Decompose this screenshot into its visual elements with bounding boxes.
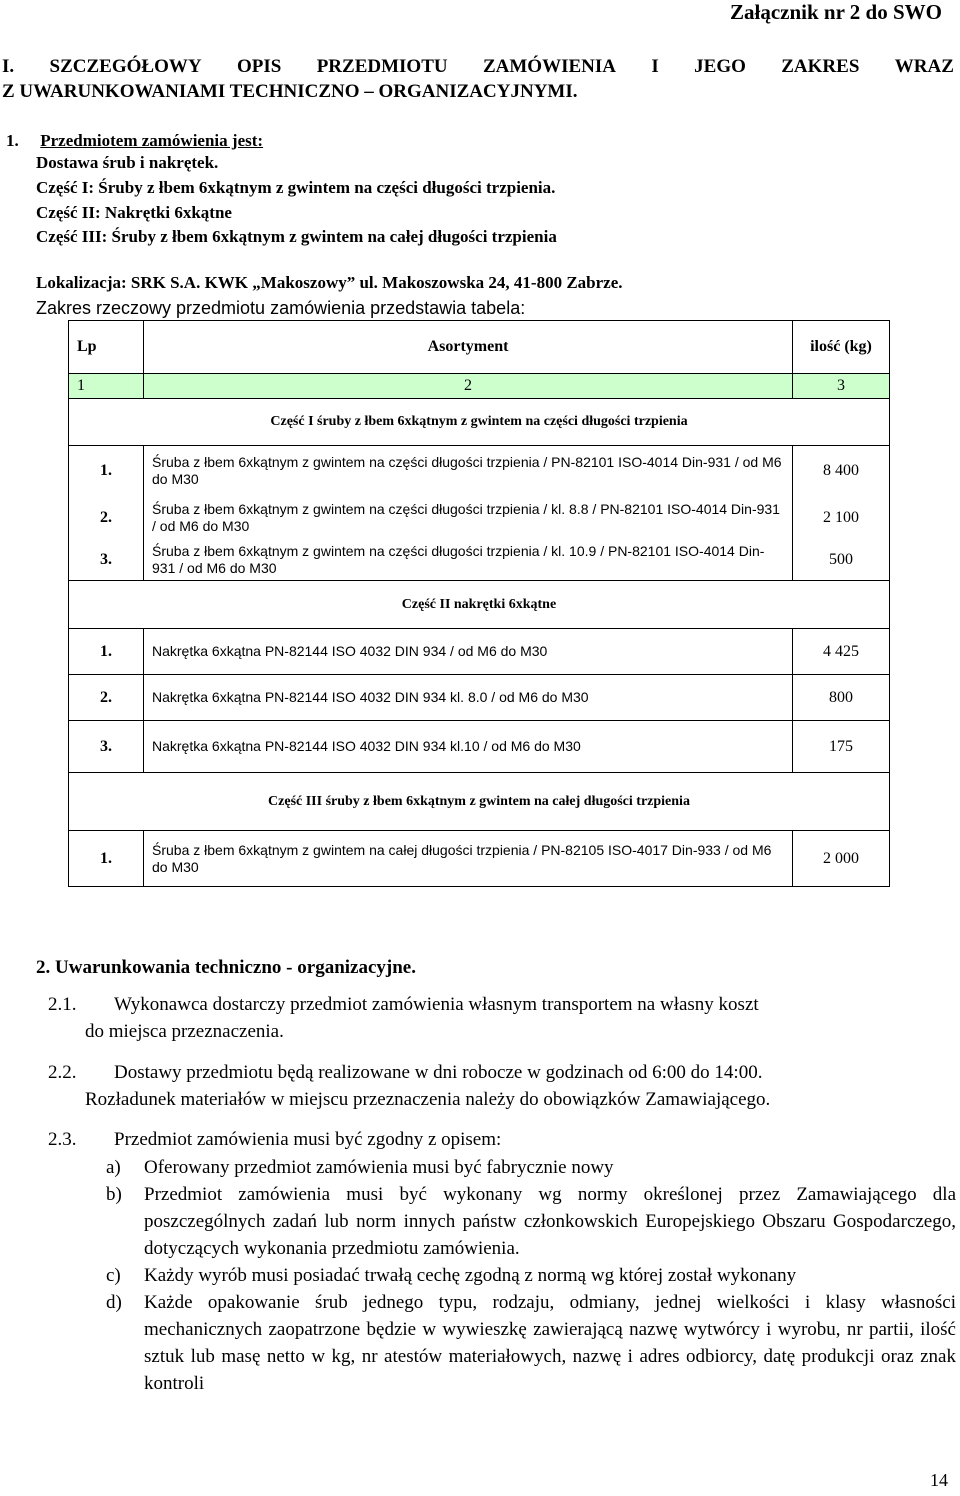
list-marker: a)	[106, 1157, 121, 1178]
list-marker: d)	[106, 1292, 122, 1313]
part-1-rows	[69, 446, 890, 581]
header-quantity: ilość (kg)	[793, 321, 890, 374]
part-1-title-row	[69, 399, 890, 446]
item-heading-text: Przedmiotem zamówienia jest:	[40, 131, 264, 150]
paragraph-2-3	[48, 1126, 956, 1153]
part-3-title: Część III śruby z łbem 6xkątnym z gwintem na całej długości trzpienia	[69, 773, 890, 831]
title-word: I	[651, 56, 659, 77]
paragraph-text: Wykonawca dostarczy przedmiot zamówienia własnym transportem na własny koszt	[114, 994, 759, 1015]
table-row-qty: 800	[793, 675, 890, 721]
header-assortment: Asortyment	[144, 321, 793, 374]
paragraph-number: 2.1.	[48, 994, 77, 1015]
paragraph-2-1	[48, 991, 956, 1045]
part-1-desc-cell	[144, 446, 793, 581]
item-number: 1.	[6, 131, 19, 150]
list-marker: c)	[106, 1265, 121, 1286]
part-1-title: Część I śruby z łbem 6xkątnym z gwintem na części długości trzpienia	[69, 399, 890, 446]
list-text: Oferowany przedmiot zamówienia musi być fabrycznie nowy	[144, 1157, 614, 1178]
table-row-desc: Nakrętka 6xkątna PN-82144 ISO 4032 DIN 934 / od M6 do M30	[144, 629, 793, 675]
part-1-qty-cell	[793, 446, 890, 581]
list-item	[106, 1181, 956, 1262]
column-number: 3	[793, 374, 890, 399]
list-marker: b)	[106, 1184, 122, 1205]
list-text: Przedmiot zamówienia musi być wykonany wg normy określonej przez Zamawiającego dla poszczególnych zadań lub norm innych państw członkowskich Europejskiego Obszaru Gospodarczego, dotyczących wykonania przedmiotu zamówienia.	[144, 1184, 956, 1259]
paragraph-continuation: do miejsca przeznaczenia.	[85, 1021, 284, 1042]
table-intro: Zakres rzeczowy przedmiotu zamówienia przedstawia tabela:	[36, 298, 526, 318]
paragraph-number: 2.2.	[48, 1062, 77, 1083]
table-number-row	[69, 374, 890, 399]
table-row-desc: Śruba z łbem 6xkątnym z gwintem na części długości trzpienia / kl. 10.9 / PN-82101 ISO-4014 Din-931 / od M6 do M30	[152, 543, 765, 576]
table-row-lp: 2.	[100, 509, 112, 526]
list-item	[106, 1262, 956, 1289]
item-line: Dostawa śrub i nakrętek.	[36, 153, 219, 172]
section-2-heading: 2. Uwarunkowania techniczno - organizacyjne.	[36, 957, 416, 978]
title-word: ZAKRES	[781, 56, 860, 77]
part-3-title-row	[69, 773, 890, 831]
table-row-qty: 2 000	[793, 831, 890, 887]
specification-table	[68, 320, 890, 887]
table-row-lp: 1.	[69, 831, 144, 887]
attachment-label: Załącznik nr 2 do SWO	[730, 0, 942, 24]
table-row-qty: 4 425	[793, 629, 890, 675]
header-lp: Lp	[69, 321, 144, 374]
table-row-lp: 3.	[100, 551, 112, 568]
list-item	[106, 1154, 956, 1181]
table-row	[69, 721, 890, 773]
table-row-qty: 2 100	[823, 509, 859, 526]
paragraph-number: 2.3.	[48, 1129, 77, 1150]
item-1-heading	[6, 131, 263, 151]
table-row-lp: 3.	[69, 721, 144, 773]
table-row-desc: Śruba z łbem 6xkątnym z gwintem na całej długości trzpienia / PN-82105 ISO-4017 Din-933 / od M6 do M30	[144, 831, 793, 887]
title-word: WRAZ	[894, 56, 954, 77]
table-row-lp: 1.	[100, 462, 112, 479]
table-row	[69, 629, 890, 675]
list-text: Każde opakowanie śrub jednego typu, rodzaju, odmiany, jednej wielkości i klasy własności mechanicznych zaopatrzone będzie w wywieszkę zawierającą nazwę wytwórcy i wyrobu, nr partii, ilość sztuk lub masę netto w kg, nr atestów materiałowych, nazwę i adres odbiorcy, datę produkcji oraz znak kontroli	[144, 1292, 956, 1394]
table-row-lp: 1.	[69, 629, 144, 675]
paragraph-2-2	[48, 1059, 956, 1113]
table-row-desc: Śruba z łbem 6xkątnym z gwintem na części długości trzpienia / PN-82101 ISO-4014 Din-931 / od M6 do M30	[152, 454, 782, 487]
paragraph-text: Przedmiot zamówienia musi być zgodny z opisem:	[114, 1129, 502, 1150]
table-row-qty: 8 400	[823, 462, 859, 479]
paragraph-text: Dostawy przedmiotu będą realizowane w dni robocze w godzinach od 6:00 do 14:00.	[114, 1062, 763, 1083]
column-number: 2	[144, 374, 793, 399]
page-number: 14	[930, 1470, 948, 1490]
column-number: 1	[69, 374, 144, 399]
table-row-desc: Śruba z łbem 6xkątnym z gwintem na części długości trzpienia / kl. 8.8 / PN-82101 ISO-4014 Din-931 / od M6 do M30	[152, 501, 780, 534]
table-row-desc: Nakrętka 6xkątna PN-82144 ISO 4032 DIN 934 kl. 8.0 / od M6 do M30	[144, 675, 793, 721]
title-word: ZAMÓWIENIA	[482, 56, 616, 77]
table-row	[69, 675, 890, 721]
part-2-title-row	[69, 581, 890, 629]
title-word: SZCZEGÓŁOWY	[49, 56, 202, 77]
section-roman: I.	[2, 56, 15, 77]
location-line: Lokalizacja: SRK S.A. KWK „Makoszowy” ul. Makoszowska 24, 41-800 Zabrze.	[36, 273, 623, 292]
requirements-list	[106, 1154, 956, 1397]
section-1-title	[2, 54, 954, 104]
title-word: PRZEDMIOTU	[316, 56, 448, 77]
list-item	[106, 1289, 956, 1397]
table-row-lp: 2.	[69, 675, 144, 721]
table-row-qty: 175	[793, 721, 890, 773]
item-line: Część II: Nakrętki 6xkątne	[36, 203, 232, 222]
section-title-line2: Z UWARUNKOWANIAMI TECHNICZNO – ORGANIZACYJNYMI.	[2, 81, 578, 102]
table-header-row	[69, 321, 890, 374]
table-row-desc: Nakrętka 6xkątna PN-82144 ISO 4032 DIN 934 kl.10 / od M6 do M30	[144, 721, 793, 773]
title-word: OPIS	[236, 56, 282, 77]
list-text: Każdy wyrób musi posiadać trwałą cechę zgodną z normą wg której został wykonany	[144, 1265, 797, 1286]
item-line: Część I: Śruby z łbem 6xkątnym z gwintem na części długości trzpienia.	[36, 178, 556, 197]
paragraph-continuation: Rozładunek materiałów w miejscu przeznaczenia należy do obowiązków Zamawiającego.	[85, 1089, 771, 1110]
table-row	[69, 831, 890, 887]
part-1-lp-cell	[69, 446, 144, 581]
title-word: JEGO	[694, 56, 746, 77]
part-2-title: Część II nakrętki 6xkątne	[69, 581, 890, 629]
table-row-qty: 500	[829, 551, 853, 568]
item-line: Część III: Śruby z łbem 6xkątnym z gwintem na całej długości trzpienia	[36, 227, 557, 246]
